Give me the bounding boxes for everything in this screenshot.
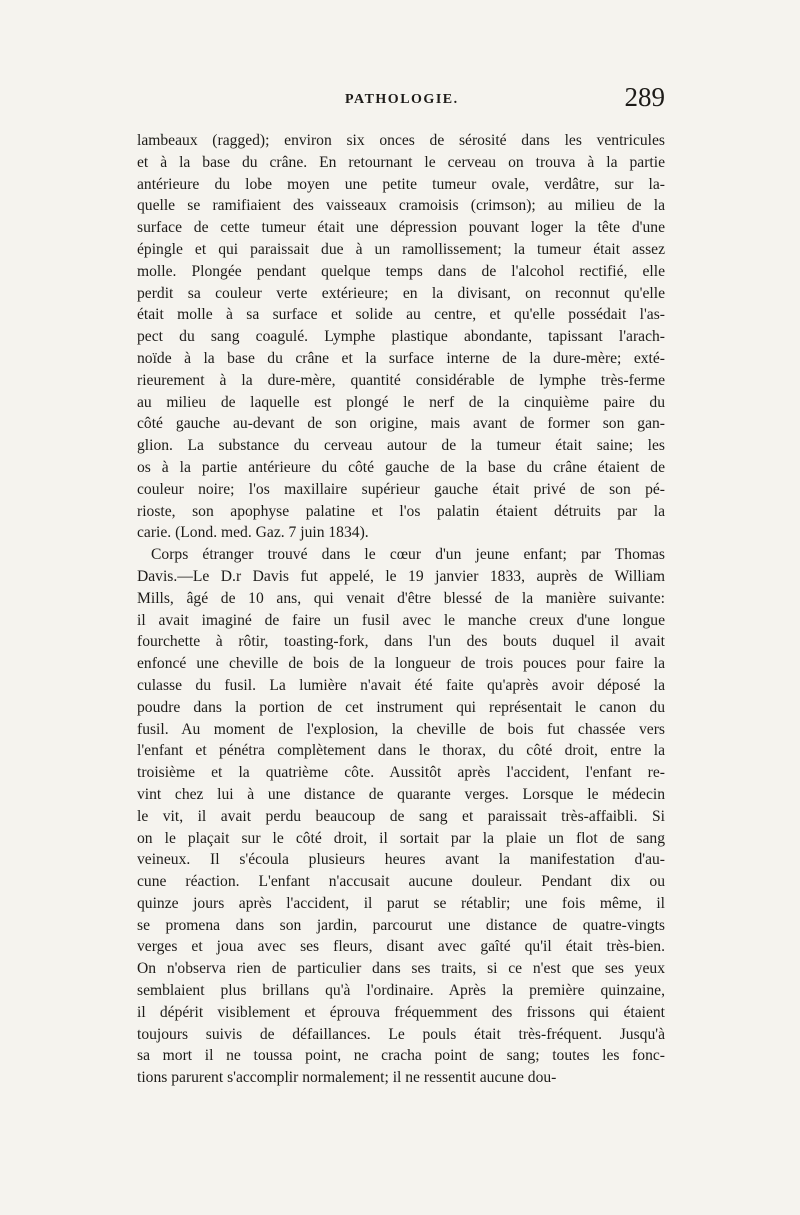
text-line: cune réaction. L'enfant n'accusait aucune douleur. Pendant dix ou: [137, 873, 665, 891]
text-line: il avait imaginé de faire un fusil avec le manche creux d'une longue: [137, 611, 665, 629]
article-heading-line: Corps étranger trouvé dans le cœur d'un jeune enfant; par Thomas: [151, 546, 665, 564]
text-line: sa mort il ne toussa point, ne cracha point de sang; toutes les fonc-: [137, 1047, 665, 1065]
text-line: épingle et qui paraissait due à un ramollissement; la tumeur était assez: [137, 240, 665, 258]
text-line: quinze jours après l'accident, il parut se rétablir; une fois même, il: [137, 894, 665, 912]
text-line: troisième et la quatrième côte. Aussitôt après l'accident, l'enfant re-: [137, 764, 665, 782]
text-line: rioste, son apophyse palatine et l'os palatin étaient détruits par la: [137, 502, 665, 520]
text-line: enfoncé une cheville de bois de la longueur de trois pouces pour faire la: [137, 655, 665, 673]
text-line: se promena dans son jardin, parcourut une distance de quatre-vingts: [137, 916, 665, 934]
text-line: au milieu de laquelle est plongé le nerf de la cinquième paire du: [137, 393, 665, 411]
text-line: Davis.—Le D.r Davis fut appelé, le 19 janvier 1833, auprès de William: [137, 567, 665, 585]
text-line: noïde à la base du crâne et la surface interne de la dure-mère; exté-: [137, 349, 665, 367]
text-line: rieurement à la dure-mère, quantité considérable de lymphe très-ferme: [137, 371, 665, 389]
text-line: toujours suivis de défaillances. Le pouls était très-fréquent. Jusqu'à: [137, 1025, 665, 1043]
text-line: le vit, il avait perdu beaucoup de sang et paraissait très-affaibli. Si: [137, 807, 665, 825]
text-line: l'enfant et pénétra complètement dans le thorax, du côté droit, entre la: [137, 742, 665, 760]
text-line: semblaient plus brillans qu'à l'ordinaire. Après la première quinzaine,: [137, 982, 665, 1000]
text-line: fusil. Au moment de l'explosion, la cheville de bois fut chassée vers: [137, 720, 665, 738]
text-line: il dépérit visiblement et éprouva fréquemment des frissons qui étaient: [137, 1003, 665, 1021]
text-line: culasse du fusil. La lumière n'avait été faite qu'après avoir déposé la: [137, 676, 665, 694]
text-line: perdit sa couleur verte extérieure; en la divisant, on reconnut qu'elle: [137, 284, 665, 302]
text-line: molle. Plongée pendant quelque temps dans de l'alcohol rectifié, elle: [137, 262, 665, 280]
body-text: [137, 130, 665, 1089]
text-line: quelle se ramifiaient des vaisseaux cramoisis (crimson); au milieu de la: [137, 197, 665, 215]
text-line: surface de cette tumeur était une dépression pouvant loger la tête d'une: [137, 219, 665, 237]
text-line: verges et joua avec ses fleurs, disant avec gaîté qu'il était très-bien.: [137, 938, 665, 956]
text-line: glion. La substance du cerveau autour de la tumeur était saine; les: [137, 437, 665, 455]
text-line: et à la base du crâne. En retournant le cerveau on trouva à la partie: [137, 153, 665, 171]
text-line: lambeaux (ragged); environ six onces de sérosité dans les ventricules: [137, 132, 665, 149]
text-line: pect du sang coagulé. Lymphe plastique abondante, tapissant l'arach-: [137, 328, 665, 346]
running-title: PATHOLOGIE.: [345, 92, 459, 107]
text-line: tions parurent s'accomplir normalement; il ne ressentit aucune dou-: [137, 1069, 557, 1087]
text-line: était molle à sa surface et solide au centre, et qu'elle possédait l'as-: [137, 306, 665, 324]
text-line: os à la partie antérieure du côté gauche de la base du crâne étaient de: [137, 458, 665, 476]
page-number: 289: [624, 82, 665, 112]
text-line: couleur noire; l'os maxillaire supérieur gauche était privé de son pé-: [137, 480, 665, 498]
text-line: Mills, âgé de 10 ans, qui venait d'être blessé de la manière suivante:: [137, 589, 665, 607]
text-line: antérieure du lobe moyen une petite tumeur ovale, verdâtre, sur la-: [137, 175, 665, 193]
text-line: carie. (Lond. med. Gaz. 7 juin 1834).: [137, 524, 369, 542]
page-header: [137, 82, 665, 130]
text-line: vint chez lui à une distance de quarante verges. Lorsque le médecin: [137, 785, 665, 803]
text-line: veineux. Il s'écoula plusieurs heures avant la manifestation d'au-: [137, 851, 665, 869]
text-line: On n'observa rien de particulier dans ses traits, si ce n'est que ses yeux: [137, 960, 665, 978]
text-line: côté gauche au-devant de son origine, mais avant de former son gan-: [137, 415, 665, 433]
text-line: on le plaçait sur le côté droit, il sortait par la plaie un flot de sang: [137, 829, 665, 847]
text-line: fourchette à rôtir, toasting-fork, dans l'un des bouts duquel il avait: [137, 633, 665, 651]
text-line: poudre dans la portion de cet instrument qui représentait le canon du: [137, 698, 665, 716]
